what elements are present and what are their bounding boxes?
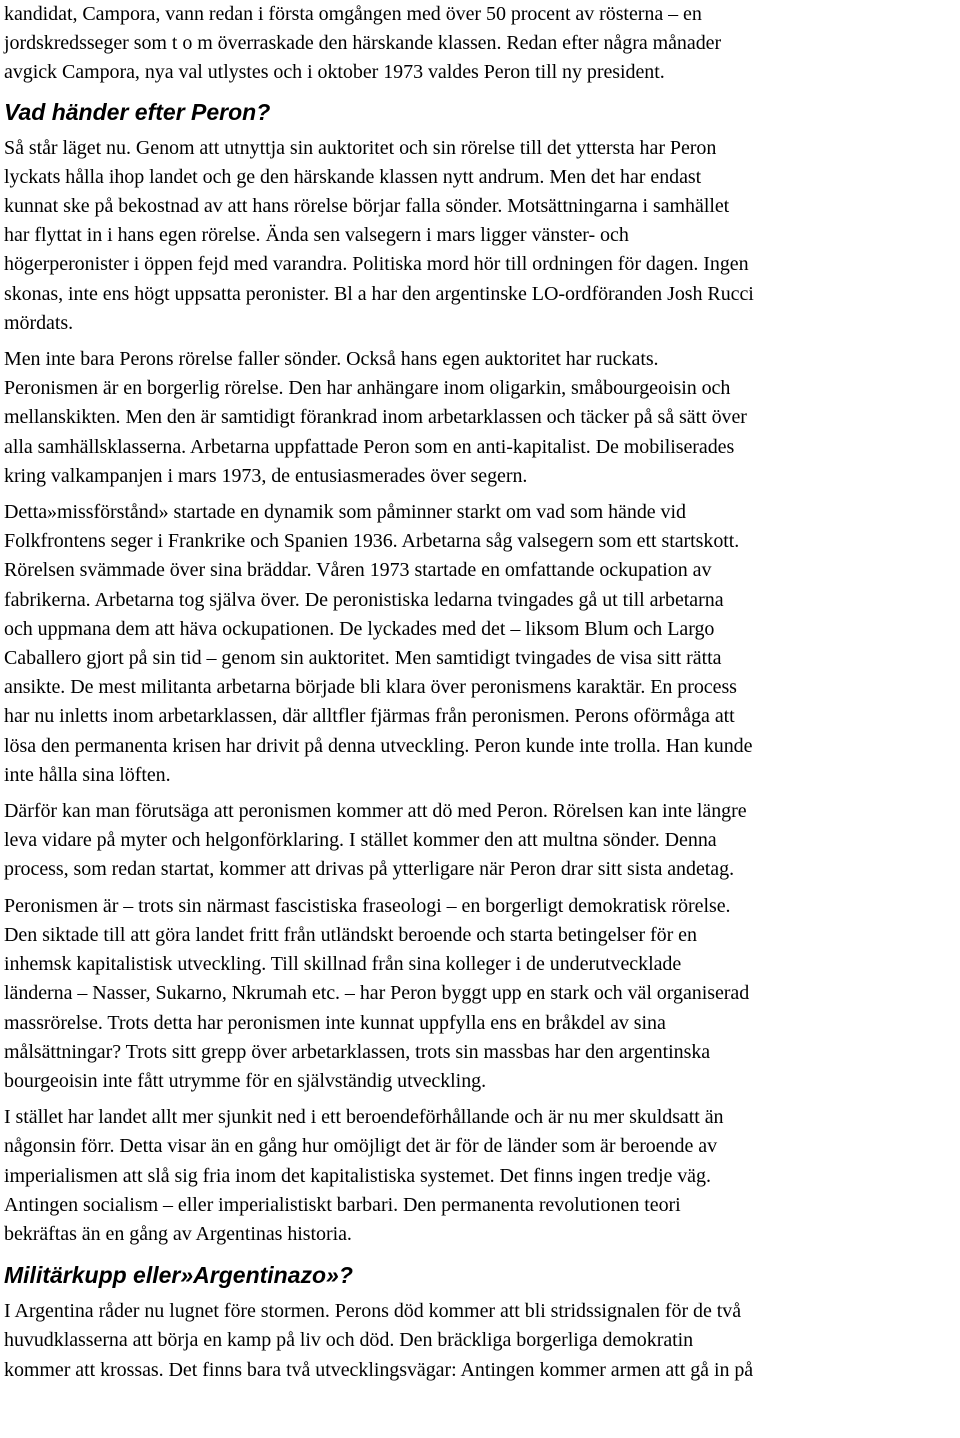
spacer: [4, 1096, 958, 1103]
paragraph-authority-shaken: Men inte bara Perons rörelse faller sönder. Också hans egen auktoritet har ruckats. Peronismen är en borgerlig rörelse. Den har anhängare inom oligarkin, småbourgeoisin och mellanskikten. Men den är samtidigt förankrad inom arbetarklassen och täcker på så sätt över alla samhällsklasserna. Arbetarna uppfattade Peron som en anti-kapitalist. De mobiliserades kring valkampanjen i mars 1973, de entusiasmerades över segern.: [4, 348, 747, 487]
spacer: [4, 338, 958, 345]
paragraph-peronism-will-die: Därför kan man förutsäga att peronismen kommer att dö med Peron. Rörelsen kan inte längre leva vidare på myter och helgonförklaring. I stället kommer den att multna sönder. Denna process, som redan startat, kommer att drivas på ytterligare när Peron drar sitt sista andetag.: [4, 800, 747, 881]
spacer: [4, 1290, 958, 1297]
intro-paragraph: kandidat, Campora, vann redan i första omgången med över 50 procent av rösterna – en jordskredsseger som t o m överraskade den härskande klassen. Redan efter några månader avgick Campora, nya val utlystes och i oktober 1973 valdes Peron till ny president.: [4, 3, 722, 84]
paragraph-misunderstanding: Detta»missförstånd» startade en dynamik som påminner starkt om vad som hände vid Folkfrontens seger i Frankrike och Spanien 1936. Arbetarna såg valsegern som ett startskott. Rörelsen svämmade över sina bräddar. Våren 1973 startade en omfattande ockupation av fabrikerna. Arbetarna tog själva över. De peronistiska ledarna tvingades gå ut till arbetarna och uppmana dem att häva ockupationen. De lyckades med det – liksom Blum och Largo Caballero gjort på sin tid – genom sin auktoritet. Men samtidigt tvingades de visa sitt rätta ansikte. De mest militanta arbetarna började bli klara över peronismens karaktär. En process har nu inletts inom arbetarklassen, där alltfler fjärmas från peronismen. Perons oförmåga att lösa den permanenta krisen har drivit på denna utveckling. Peron kunde inte trolla. Han kunde inte hålla sina löften.: [4, 501, 753, 786]
spacer: [4, 1249, 958, 1260]
document-page: [4, 0, 958, 1385]
spacer: [4, 88, 958, 97]
paragraph-dependency: I stället har landet allt mer sjunkit ned i ett beroendeförhållande och är nu mer skuldsatt än någonsin förr. Detta visar än en gång hur omöjligt det är för de länder som är beroende av imperialismen att slå sig fria inom det kapitalistiska systemet. Det finns ingen tredje väg. Antingen socialism – eller imperialistiskt barbari. Den permanenta revolutionen teori bekräftas än en gång av Argentinas historia.: [4, 1106, 724, 1245]
section-heading-after-peron: Vad händer efter Peron?: [4, 98, 271, 125]
paragraph-bourgeois-movement: Peronismen är – trots sin närmast fascistiska fraseologi – en borgerligt demokratisk rörelse. Den siktade till att göra landet fritt från utländskt beroende och starta betingelser för en inhemsk kapitalistisk utveckling. Till skillnad från sina kolleger i de underutvecklade länderna – Nasser, Sukarno, Nkrumah etc. – har Peron byggt upp en stark och väl organiserad massrörelse. Trots detta har peronismen inte kunnat uppfylla ens en bråkdel av sina målsättningar? Trots sitt grepp över arbetarklassen, trots sin massbas har den argentinska bourgeoisin inte fått utrymme för en självständig utveckling.: [4, 894, 750, 1092]
paragraph-calm-before-storm: I Argentina råder nu lugnet före stormen. Perons död kommer att bli stridssignalen för de två huvudklasserna att börja en kamp på liv och död. Den bräckliga borgerliga demokratin kommer att krossas. Det finns bara två utvecklingsvägar: Antingen kommer armen att gå in på: [4, 1300, 754, 1381]
spacer: [4, 885, 958, 892]
paragraph-situation-now: Så står läget nu. Genom att utnyttja sin auktoritet och sin rörelse till det yttersta har Peron lyckats hålla ihop landet och ge den härskande klassen nytt andrum. Men det har endast kunnat ske på bekostnad av att hans rörelse börjar falla sönder. Motsättningarna i samhället har flyttat in i hans egen rörelse. Ända sen valsegern i mars ligger vänster- och högerperonister i öppen fejd med varandra. Politiska mord hör till ordningen för dagen. Ingen skonas, inte ens högt uppsatta peronister. Bl a har den argentinske LO-ordföranden Josh Rucci mördats.: [4, 136, 754, 334]
spacer: [4, 127, 958, 134]
spacer: [4, 790, 958, 797]
spacer: [4, 491, 958, 498]
section-heading-military-coup: Militärkupp eller»Argentinazo»?: [4, 1262, 353, 1289]
